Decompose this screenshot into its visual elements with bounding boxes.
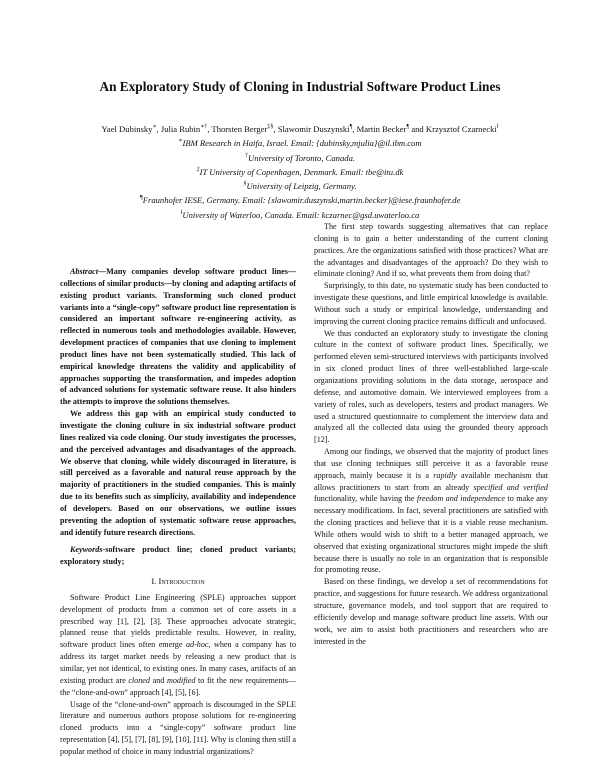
text-run: Among our findings, we observed that the majority of product lines that use cloning techniques still perceive it as a favorable reuse approach, mainly because it is a (314, 447, 548, 480)
affiliation (20, 192, 580, 206)
author-mark: ‖ (496, 124, 499, 130)
affiliation-text: IT University of Copenhagen, Denmark. Email: tbe@itu.dk (199, 166, 404, 177)
right-column (314, 221, 548, 647)
section-title: Introduction (158, 576, 205, 587)
affiliation-mark: ‖ (180, 209, 183, 216)
author-mark: ¶ (349, 124, 353, 130)
body-paragraph-1: The first step towards suggesting alternatives that can replace cloning is to gain a better understanding of the current cloning practices. Are the organizations satisfied with those practices? What are the advantages and disadvantages of the approach? Do they wish to eliminate cloning? And if so, what prevents them from doing that? (314, 222, 548, 279)
affiliation-text: IBM Research in Haifa, Israel. Email: {dubinsky,mjulia}@il.ibm.com (182, 138, 422, 149)
author-mark: ‡§ (267, 124, 274, 130)
author-name: Martin Becker (356, 123, 407, 134)
text-run: to fit the new requirements—the “clone-and-own” approach [4], [5], [6]. (60, 675, 297, 697)
intro-paragraph-1 (60, 592, 296, 699)
affiliation-text: University of Toronto, Canada. (247, 152, 356, 163)
text-run: and (149, 675, 167, 685)
affiliation-text: University of Waterloo, Canada. Email: kczarnec@gsd.uwaterloo.ca (182, 209, 420, 220)
emphasis: specified and verified (473, 482, 548, 492)
author-name: Slawomir Duszynski (277, 123, 350, 134)
abstract-text: —Many companies develop software product lines—collections of similar products—by cloning and adapting artifacts of existing product variants. Transforming such cloned product variants into a “single-copy” software product line representation is considered an important software re-engineering activity, as reflected in numerous tools and methodologies available. However, development practices of companies that use cloning to implement product lines have not been systematically studied. This lack of empirical knowledge threatens the validity and applicability of approaches supporting the transformation, and impedes adoption of advanced solutions for systematic software reuse. It also hinders the attempts to improve the solutions themselves. (60, 267, 296, 407)
affiliation-mark: § (243, 181, 247, 188)
author-name: Thorsten Berger (211, 123, 268, 134)
emphasis: modified (166, 675, 196, 685)
text-run: functionality, while having the (314, 494, 417, 504)
emphasis: cloned (128, 675, 150, 685)
author-mark: ∗ (152, 124, 157, 130)
body-paragraph-4 (314, 446, 548, 576)
affiliation-mark: ‡ (196, 166, 200, 173)
affiliation-mark: † (244, 152, 248, 159)
affiliation-mark: ∗ (178, 138, 183, 145)
abstract-label: Abstract (70, 267, 98, 276)
emphasis: ad-hoc (185, 640, 209, 650)
left-column (60, 266, 296, 758)
author-mark: ¶ (406, 124, 410, 130)
affiliation-text: Fraunhofer IESE, Germany. Email: {slawomir.duszynski,martin.becker}@iese.fraunhofer.de (142, 195, 461, 206)
author-mark: ∗† (200, 124, 208, 130)
affiliation (20, 135, 580, 149)
text-run: , when a company has to address its target market needs by releasing a new product that is similar, yet not identical, to existing ones. In many cases, artifacts of an existing product are (60, 640, 297, 685)
abstract-paragraph (60, 266, 296, 408)
author-name: Julia Rubin (160, 123, 201, 134)
keywords-text: -software product line; cloned product variants; exploratory study; (60, 545, 296, 567)
intro-paragraph-2: Usage of the “clone-and-own” approach is discouraged in the SPLE literature and numerous authors propose solutions for re-engineering cloned products into a “single-copy” software product line representation [4], [5], [7], [8], [9], [10], [11]. Why is cloning then still a popular method of choice in many industrial organizations? (60, 699, 297, 756)
keywords (60, 544, 296, 568)
section-heading (60, 576, 296, 588)
affiliation-text: University of Leipzig, Germany. (246, 180, 357, 191)
abstract-paragraph-2: We address this gap with an empirical study conducted to investigate the cloning culture in six industrial software product lines realized via code cloning. Our study investigates the processes, and the perceived advantages and disadvantages of the approach. We observe that cloning, while widely discouraged in literature, is still perceived as a favorable and natural reuse approach by the majority of practitioners in the studied companies. This is mainly due to its benefits such as simplicity, availability and independence of developers. Based on our observations, we outline issues preventing the adoption of systematic software reuse approaches, and identify future research directions. (60, 409, 296, 537)
author-name: Yael Dubinsky (101, 123, 153, 134)
text-run: available mechanism that allows practitioners to start from an already (314, 470, 549, 492)
body-paragraph-3: We thus conducted an exploratory study to investigate the cloning culture in the context of software product lines. Specifically, we performed eleven semi-structured interviews with participants involved in six cloned product lines of three well-established large-scale organizations providing solutions in the data storage, aerospace and defense, and automotive domain. We interviewed employees from a variety of roles, such as developers, testers and product managers. We used a structured questionnaire to complement the interview data and analyzed all the collected data using the grounded theory approach [12]. (314, 328, 548, 445)
emphasis: rapidly (433, 470, 457, 480)
author-block (20, 121, 580, 221)
keywords-label: Keywords (70, 545, 103, 555)
paper-title: An Exploratory Study of Cloning in Industrial Software Product Lines (99, 79, 501, 94)
author-name: Krzysztof Czarnecki (425, 123, 497, 134)
affiliation (20, 207, 580, 221)
emphasis: freedom and independence (416, 494, 505, 504)
body-paragraph-5: Based on these findings, we develop a set of recommendations for practice, and suggestions for future research. We address organizational structure, governance models, and tool support that are required to efficiently develop and manage software product line assets. With our work, we aim to assist both practitioners and researchers who are interested in the (314, 577, 548, 646)
affiliation (20, 164, 580, 178)
affiliation (20, 178, 580, 192)
affiliation-mark: ¶ (139, 195, 143, 202)
affiliation (20, 150, 580, 164)
author-list: Yael Dubinsky∗, Julia Rubin∗†, Thorsten Berger‡§, Slawomir Duszynski¶, Martin Becker¶ and Krzysztof Czarnecki‖ (101, 123, 499, 134)
section-number: I. (151, 576, 157, 587)
text-run: Software Product Line Engineering (SPLE) approaches support development of products from a common set of core assets in a prescribed way [1], [2], [3]. These approaches advocate strategic, planned reuse that yields predictable results. However, in reality, software product lines often emerge (60, 592, 296, 650)
body-paragraph-2: Surprisingly, to this date, no systematic study has been conducted to investigate these questions, and little empirical knowledge is available. Without such a study or empirical knowledge, understanding and improving the current cloning practice remains difficult and unfocused. (314, 281, 548, 326)
text-run: to make any necessary modifications. In fact, several practitioners are satisfied with the cloning practices and believe that it is a viable reuse mechanism. While others would wish to shift to a better managed approach, we observed that existing organizational structures might impede the shift because there is usually no role in an organization that is responsible for promoting reuse. (314, 494, 548, 575)
